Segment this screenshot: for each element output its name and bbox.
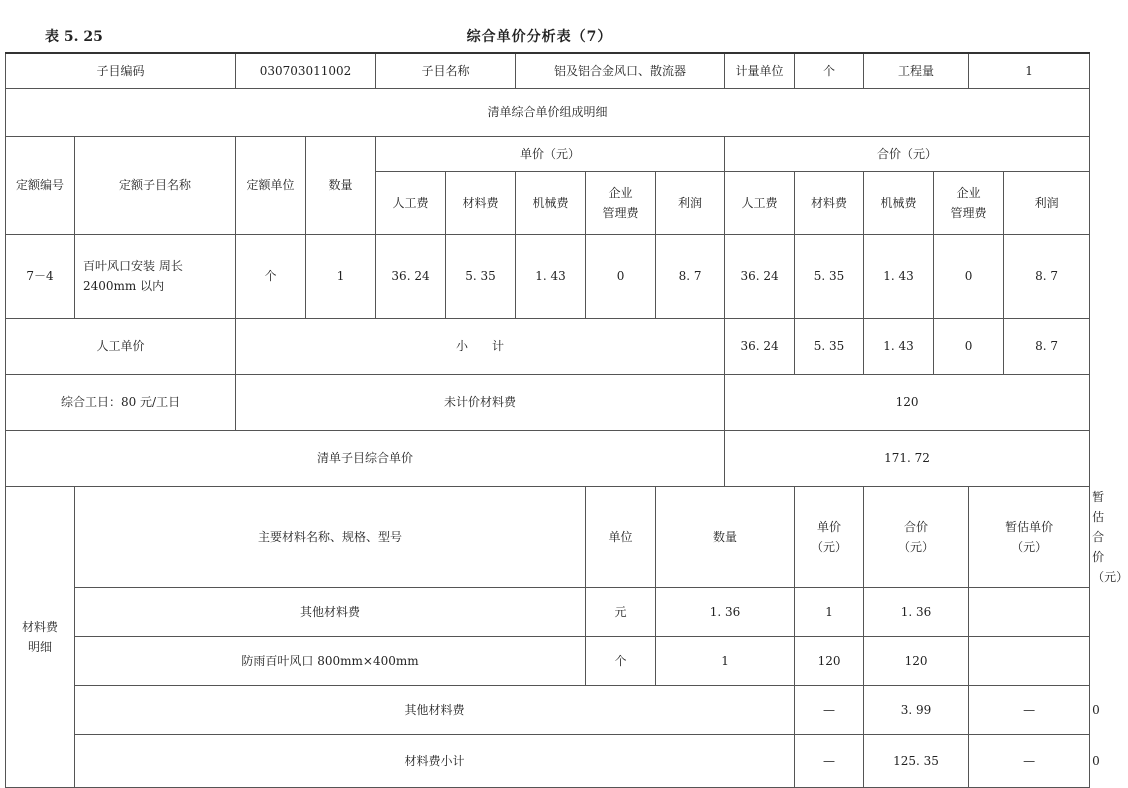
unit-machine: 1. 43 — [516, 234, 586, 318]
subtotal-machine: 1. 43 — [864, 318, 934, 374]
other-material-est-price: — — [969, 685, 1090, 734]
composite-row — [6, 430, 1090, 486]
total-price-group: 合价（元） — [725, 136, 1090, 171]
name-value: 铝及铝合金风口、散流器 — [516, 53, 725, 88]
unit-mgmt: 0 — [586, 234, 656, 318]
quota-code: 7－4 — [6, 234, 75, 318]
unit-labor: 36. 24 — [376, 234, 446, 318]
qty-label: 工程量 — [864, 53, 969, 88]
material-subtotal-row: 材料费小计 — 125. 35 — 0 — [6, 734, 1090, 787]
material-row — [6, 587, 1090, 636]
col-unit-material: 材料费 — [446, 171, 516, 234]
quota-unit: 个 — [236, 234, 306, 318]
mat-unit: 个 — [586, 636, 656, 685]
col-unit-machine: 机械费 — [516, 171, 586, 234]
unit-value: 个 — [795, 53, 864, 88]
subtotal-row — [6, 318, 1090, 374]
quota-qty: 1 — [306, 234, 376, 318]
material-subtotal-est-price: — — [969, 734, 1090, 787]
total-labor: 36. 24 — [725, 234, 795, 318]
material-section-label: 材料费 明细 — [6, 486, 75, 787]
quota-row — [6, 234, 1090, 318]
unit-price-group: 单价（元） — [376, 136, 725, 171]
unit-label: 计量单位 — [725, 53, 795, 88]
col-unit-mgmt: 企业 管理费 — [586, 171, 656, 234]
material-subtotal-total: 125. 35 — [864, 734, 969, 787]
section-title: 清单综合单价组成明细 — [6, 88, 1090, 136]
total-material: 5. 35 — [795, 234, 864, 318]
qty-value: 1 — [969, 53, 1090, 88]
col-quantity: 数量 — [306, 136, 376, 234]
other-material-row: 其他材料费 — 3. 99 — 0 — [6, 685, 1090, 734]
mat-col-total: 合价 （元） — [864, 486, 969, 587]
mat-unit: 元 — [586, 587, 656, 636]
col-quota-code: 定额编号 — [6, 136, 75, 234]
other-material-price: — — [795, 685, 864, 734]
mat-qty: 1. 36 — [656, 587, 795, 636]
name-label: 子目名称 — [376, 53, 516, 88]
mat-col-unit-price: 单价 （元） — [795, 486, 864, 587]
subtotal-labor: 36. 24 — [725, 318, 795, 374]
composite-label: 清单子目综合单价 — [6, 430, 725, 486]
material-header-row: 材料费 明细 主要材料名称、规格、型号 单位 数量 单价 （元） 合价 （元） 暂估单价 （元） 暂估合价 （元） — [6, 486, 1090, 587]
mat-price: 120 — [795, 636, 864, 685]
composite-value: 171. 72 — [725, 430, 1090, 486]
mat-col-qty: 数量 — [656, 486, 795, 587]
table-title: 综合单价分析表（7） — [466, 29, 613, 45]
mat-total: 1. 36 — [864, 587, 969, 636]
material-subtotal-price: — — [795, 734, 864, 787]
unit-profit: 8. 7 — [656, 234, 725, 318]
header-row — [6, 53, 1090, 88]
mat-col-name: 主要材料名称、规格、型号 — [75, 486, 586, 587]
code-label: 子目编码 — [6, 53, 236, 88]
total-mgmt: 0 — [934, 234, 1004, 318]
quota-name: 百叶风口安装 周长 2400mm 以内 — [75, 234, 236, 318]
other-material-total: 3. 99 — [864, 685, 969, 734]
mat-est-price — [969, 587, 1090, 636]
col-total-machine: 机械费 — [864, 171, 934, 234]
subtotal-material: 5. 35 — [795, 318, 864, 374]
mat-est-price — [969, 636, 1090, 685]
other-material-label: 其他材料费 — [75, 685, 795, 734]
mat-name: 其他材料费 — [75, 587, 586, 636]
mat-col-unit: 单位 — [586, 486, 656, 587]
unpriced-material-value: 120 — [725, 374, 1090, 430]
subtotal-mgmt: 0 — [934, 318, 1004, 374]
col-unit-labor: 人工费 — [376, 171, 446, 234]
mat-total: 120 — [864, 636, 969, 685]
col-quota-unit: 定额单位 — [236, 136, 306, 234]
mat-col-est-unit: 暂估单价 （元） — [969, 486, 1090, 587]
unit-material: 5. 35 — [446, 234, 516, 318]
col-total-material: 材料费 — [795, 171, 864, 234]
workday-label: 综合工日：80 元/工日 — [6, 374, 236, 430]
mat-name: 防雨百叶风口 800mm×400mm — [75, 636, 586, 685]
table-number: 表 5. 25 — [45, 29, 103, 45]
labor-unit-label: 人工单价 — [6, 318, 236, 374]
material-row — [6, 636, 1090, 685]
total-machine: 1. 43 — [864, 234, 934, 318]
subtotal-label: 小 计 — [236, 318, 725, 374]
col-unit-profit: 利润 — [656, 171, 725, 234]
unpriced-material-label: 未计价材料费 — [236, 374, 725, 430]
mat-price: 1 — [795, 587, 864, 636]
total-profit: 8. 7 — [1004, 234, 1090, 318]
unit-price-analysis-table — [5, 52, 1128, 788]
caption — [0, 0, 1079, 52]
col-quota-name: 定额子目名称 — [75, 136, 236, 234]
material-subtotal-label: 材料费小计 — [75, 734, 795, 787]
mat-qty: 1 — [656, 636, 795, 685]
col-total-labor: 人工费 — [725, 171, 795, 234]
column-group-row — [6, 136, 1090, 171]
section-title-row — [6, 88, 1090, 136]
col-total-mgmt: 企业 管理费 — [934, 171, 1004, 234]
code-value: 030703011002 — [236, 53, 376, 88]
col-total-profit: 利润 — [1004, 171, 1090, 234]
workday-row — [6, 374, 1090, 430]
subtotal-profit: 8. 7 — [1004, 318, 1090, 374]
